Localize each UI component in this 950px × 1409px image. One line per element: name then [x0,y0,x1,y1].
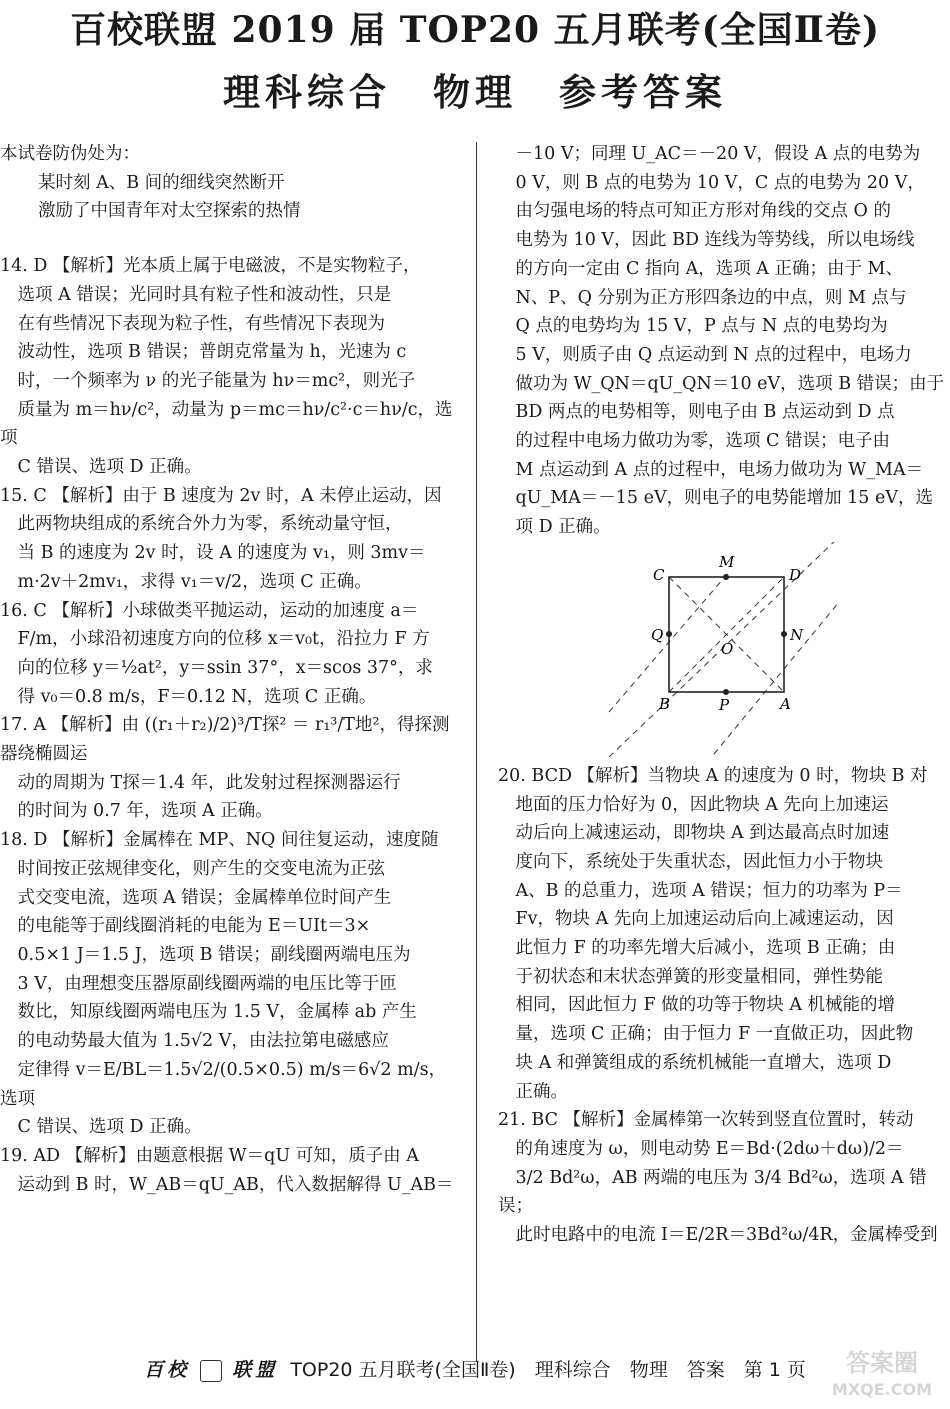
footer-text: TOP20 五月联考(全国Ⅱ卷) 理科综合 物理 答案 第 1 页 [290,1359,806,1381]
seal-icon [200,1360,222,1382]
answer-line: 20. BCD 【解析】当物块 A 的速度为 0 时，物块 B 对 [498,765,928,786]
answer-line: Fv，物块 A 先向上加速运动后向上减速运动，因 [515,909,894,930]
answer-line: 此恒力 F 的功率先增大后减小，选项 B 正确；由 [515,938,896,959]
answer-line: 量，选项 C 正确；由于恒力 F 一直做正功，因此物 [515,1024,914,1045]
answer-line: m·2v＋2mv₁，求得 v₁＝v/2，选项 C 正确。 [17,571,372,592]
answer-line: 动后向上减速运动，即物块 A 到达最高点时加速 [515,823,890,844]
answer-line: 正确。 [515,1081,568,1102]
answer-line: 的方向一定由 C 指向 A，选项 A 正确；由于 M、 [515,258,903,279]
answer-line: 当 B 的速度为 2v 时，设 A 的速度为 v₁，则 3mv＝ [17,543,426,564]
label-c: C [653,565,665,584]
square-field-diagram [589,542,859,762]
answer-line: 的电能等于副线圈消耗的电能为 E＝UIt＝3× [17,916,371,937]
answer-line: 的过程中电场力做功为零，选项 C 错误；电子由 [515,431,891,452]
antifake-line: 某时刻 A、B 间的细线突然断开 [38,172,285,193]
answer-line: 17. A 【解析】由 ((r₁＋r₂)/2)³/T探² ＝ r₁³/T地²，得探测器绕椭圆运 [0,715,450,765]
dashed-line [714,602,839,754]
answer-line: Q 点的电势均为 15 V，P 点与 N 点的电势均为 [515,316,888,337]
watermark-logo [822,1343,942,1403]
column-divider [476,142,477,1362]
label-m: M [719,552,735,571]
answer-line: 地面的压力恰好为 0，因此物块 A 先向上加速运 [515,794,889,815]
answer-line: 的时间为 0.7 年，选项 A 正确。 [17,801,273,822]
answer-line: 运动到 B 时，W_AB＝qU_AB，代入数据解得 U_AB＝ [17,1174,454,1195]
answer-line: 得 v₀＝0.8 m/s，F＝0.12 N，选项 C 正确。 [17,686,377,707]
answer-line: C 错误、选项 D 正确。 [17,1117,202,1138]
answer-line: 5 V，则质子由 Q 点运动到 N 点的过程中，电场力 [515,344,912,365]
document-subtitle: 理科综合 物理 参考答案 [223,70,727,114]
watermark-url: MXQE.COM [831,1380,933,1399]
answer-line: N、P、Q 分别为正方形四条边的中点，则 M 点与 [515,287,907,308]
answer-line: 18. D 【解析】金属棒在 MP、NQ 间往复运动，速度随 [0,830,439,851]
left-answer-text [0,252,458,1199]
footer-brand-right: 联盟 [232,1359,279,1381]
answer-line: 向的位移 y＝½at²，y＝ssin 37°，x＝scos 37°，求 [17,657,433,678]
answer-line: A、B 的总重力，选项 A 错误；恒力的功率为 P＝ [515,880,903,901]
right-answer-text-2 [498,762,950,1250]
answer-line: 此两物块组成的系统合外力为零，系统动量守恒， [17,514,403,535]
answer-line: 块 A 和弹簧组成的系统机械能一直增大，选项 D [515,1052,892,1073]
point-m [723,574,729,580]
label-b: B [659,694,671,713]
answer-line: 由匀强电场的特点可知正方形对角线的交点 O 的 [515,201,891,222]
answer-line: 15. C 【解析】由于 B 速度为 2v 时，A 未停止运动，因 [0,485,442,506]
answer-line: 选项 A 错误；光同时具有粒子性和波动性，只是 [17,284,392,305]
answer-line: 时，一个频率为 ν 的光子能量为 hν＝mc²，则光子 [17,370,416,391]
answer-line: 14. D 【解析】光本质上属于电磁波，不是实物粒子， [0,256,421,277]
answer-line: F/m，小球沿初速度方向的位移 x＝v₀t，沿拉力 F 方 [17,629,430,650]
right-column [498,140,950,1250]
label-a: A [780,694,791,713]
point-n [781,631,787,637]
answer-line: 质量为 m＝hν/c²，动量为 p＝mc＝hν/c²·c＝hν/c，选项 [0,399,453,449]
answer-line: C 错误、选项 D 正确。 [17,457,202,478]
answer-line: 式交变电流，选项 A 错误；金属棒单位时间产生 [17,887,392,908]
answer-line: －10 V；同理 U_AC＝－20 V，假设 A 点的电势为 [515,144,921,164]
answer-line: 0 V，则 B 点的电势为 10 V，C 点的电势为 20 V， [515,172,925,193]
label-d: D [789,565,802,584]
watermark-text: 答案圈 [846,1349,918,1377]
answer-line: 于初状态和末状态弹簧的形变量相同，弹性势能 [515,966,883,987]
answer-line: 3 V，由理想变压器原副线圈两端的电压比等于匝 [17,973,397,994]
answer-line: 的电动势最大值为 1.5√2 V，由法拉第电磁感应 [17,1031,389,1052]
answer-line: 定律得 v＝E/BL＝1.5√2/(0.5×0.5) m/s＝6√2 m/s，选项 [0,1059,447,1109]
label-q: Q [651,625,664,644]
label-o: O [721,639,734,658]
answer-line: 时间按正弦规律变化，则产生的交变电流为正弦 [17,858,385,879]
answer-line: 21. BC 【解析】金属棒第一次转到竖直位置时，转动 [498,1110,914,1131]
answer-line: 度向下，系统处于失重状态，因此恒力小于物块 [515,851,883,872]
answer-line: 做功为 W_QN＝qU_QN＝10 eV，选项 B 错误；由于 [515,373,945,394]
answer-line: 此时电路中的电流 I＝E/2R＝3Bd²ω/4R，金属棒受到 [515,1225,938,1246]
answer-line: BD 两点的电势相等，则电子由 B 点运动到 D 点 [515,402,895,423]
answer-line: 动的周期为 T探＝1.4 年，此发射过程探测器运行 [17,772,401,793]
answer-line: M 点运动到 A 点的过程中，电场力做功为 W_MA＝ [515,459,924,480]
page-footer [0,1355,950,1382]
document-title: 百校联盟 2019 届 TOP20 五月联考(全国Ⅱ卷) [69,9,881,51]
right-answer-text [498,140,950,542]
antifake-label: 本试卷防伪处为： [0,144,140,164]
footer-brand-left: 百校 [144,1359,191,1381]
answer-line: 3/2 Bd²ω，AB 两端的电压为 3/4 Bd²ω，选项 A 错误； [498,1167,927,1217]
left-column [0,140,458,1199]
answer-line: 数比，知原线圈两端电压为 1.5 V，金属棒 ab 产生 [17,1002,417,1023]
label-p: P [719,695,730,714]
point-p [723,689,729,695]
answer-line: 波动性，选项 B 错误；普朗克常量为 h，光速为 c [17,342,407,363]
answer-line: qU_MA＝－15 eV，则电子的电势能增加 15 eV，选 [515,488,933,509]
antifake-line: 激励了中国青年对太空探索的热情 [38,201,301,222]
answer-line: 相同，因此恒力 F 做的功等于物块 A 机械能的增 [515,995,896,1016]
answer-line: 19. AD 【解析】由题意根据 W＝qU 可知，质子由 A [0,1145,419,1166]
answer-line: 的角速度为 ω，则电动势 E＝Bd·(2dω＋dω)/2＝ [515,1138,904,1159]
answer-line: 0.5×1 J＝1.5 J，选项 B 错误；副线圈两端电压为 [17,944,411,965]
answer-line: 在有些情况下表现为粒子性，有些情况下表现为 [17,313,385,334]
answer-line: 项 D 正确。 [515,517,611,538]
point-q [666,631,672,637]
answer-line: 电势为 10 V，因此 BD 连线为等势线，所以电场线 [515,230,915,251]
label-n: N [790,625,804,644]
answer-line: 16. C 【解析】小球做类平抛运动，运动的加速度 a＝ [0,600,419,621]
